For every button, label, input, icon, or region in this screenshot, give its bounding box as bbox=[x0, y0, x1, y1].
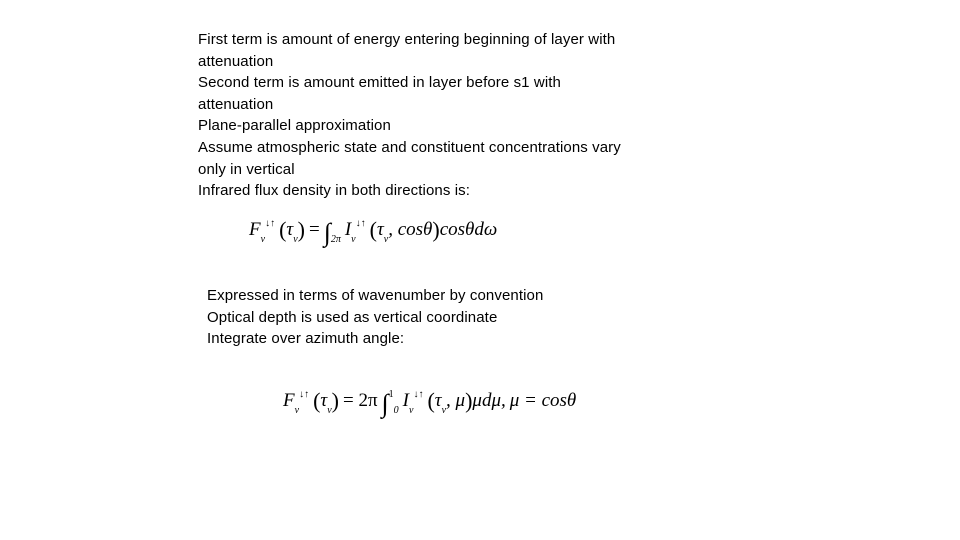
eq2-paren-open: ( bbox=[313, 388, 321, 413]
eq2-equals: = 2π bbox=[342, 390, 378, 411]
middle-line-2: Optical depth is used as vertical coordinate bbox=[207, 308, 498, 326]
eq1-paren-close: ) bbox=[297, 217, 305, 242]
eq1-integral-sub: 2π bbox=[330, 234, 341, 245]
eq1-integrand-symbol: I bbox=[344, 219, 352, 240]
eq2-paren2-open: ( bbox=[427, 388, 435, 413]
eq2-definition: μ = cosθ bbox=[509, 390, 577, 411]
eq2-integrand-symbol: I bbox=[402, 390, 409, 411]
eq2-lhs-sub: ν bbox=[294, 405, 300, 416]
eq1-lhs-symbol: F bbox=[249, 219, 261, 240]
eq1-paren-open: ( bbox=[279, 217, 287, 242]
eq2-integrand-arg-sub: ν bbox=[441, 405, 447, 416]
eq1-lhs-sub: ν bbox=[260, 234, 266, 245]
flux-density-equation bbox=[249, 217, 509, 257]
eq1-arg-sub: ν bbox=[293, 234, 298, 245]
intro-text-block bbox=[198, 29, 621, 202]
intro-line-6: Assume atmospheric state and constituent concentrations vary bbox=[198, 138, 621, 156]
eq2-lhs-symbol: F bbox=[283, 390, 295, 411]
eq2-integral-sign: ∫ bbox=[381, 389, 389, 418]
eq2-lhs-sup: ↓↑ bbox=[299, 389, 310, 400]
eq2-lower-limit: 0 bbox=[393, 405, 399, 416]
eq1-integral-sign: ∫ bbox=[323, 218, 331, 247]
intro-line-3: Second term is amount emitted in layer before s1 with bbox=[198, 74, 561, 92]
eq2-paren-close: ) bbox=[331, 388, 339, 413]
intro-line-8: Infrared flux density in both directions is: bbox=[198, 182, 471, 200]
eq2-arg: τ bbox=[320, 390, 328, 411]
eq1-arg: τ bbox=[286, 219, 294, 240]
intro-line-2: attenuation bbox=[198, 52, 274, 70]
intro-line-7: only in vertical bbox=[198, 160, 295, 178]
eq2-tail: μdμ, bbox=[472, 390, 506, 411]
eq1-lhs-sup: ↓↑ bbox=[265, 218, 276, 229]
eq2-integrand-sub: ν bbox=[409, 405, 414, 416]
eq1-integrand-sup: ↓↑ bbox=[355, 218, 366, 229]
intro-line-5: Plane-parallel approximation bbox=[198, 117, 391, 135]
eq1-tail: cosθdω bbox=[439, 219, 498, 240]
eq2-arg-sub: ν bbox=[327, 405, 332, 416]
eq1-integrand-arg: τ bbox=[376, 219, 384, 240]
eq2-integrand-sup: ↓↑ bbox=[413, 389, 424, 400]
eq2-integrand-arg2: , μ bbox=[446, 390, 466, 411]
eq1-equals: = bbox=[308, 219, 320, 240]
eq1-integrand-arg-sub: ν bbox=[383, 234, 389, 245]
intro-line-1: First term is amount of energy entering beginning of layer with bbox=[198, 31, 616, 48]
middle-line-3: Integrate over azimuth angle: bbox=[207, 330, 405, 348]
eq1-integrand-sub: ν bbox=[351, 234, 356, 245]
azimuth-integrated-flux-equation bbox=[283, 388, 583, 432]
middle-text-block bbox=[207, 285, 543, 350]
eq1-integrand-rest: , cosθ bbox=[388, 219, 433, 240]
middle-line-1: Expressed in terms of wavenumber by convention bbox=[207, 287, 544, 304]
eq2-integrand-arg: τ bbox=[434, 390, 442, 411]
eq1-paren2-open: ( bbox=[369, 217, 377, 242]
eq2-paren2-close: ) bbox=[465, 388, 473, 413]
eq1-paren2-close: ) bbox=[432, 217, 440, 242]
intro-line-4: attenuation bbox=[198, 95, 274, 113]
eq2-upper-limit: 1 bbox=[388, 389, 394, 400]
